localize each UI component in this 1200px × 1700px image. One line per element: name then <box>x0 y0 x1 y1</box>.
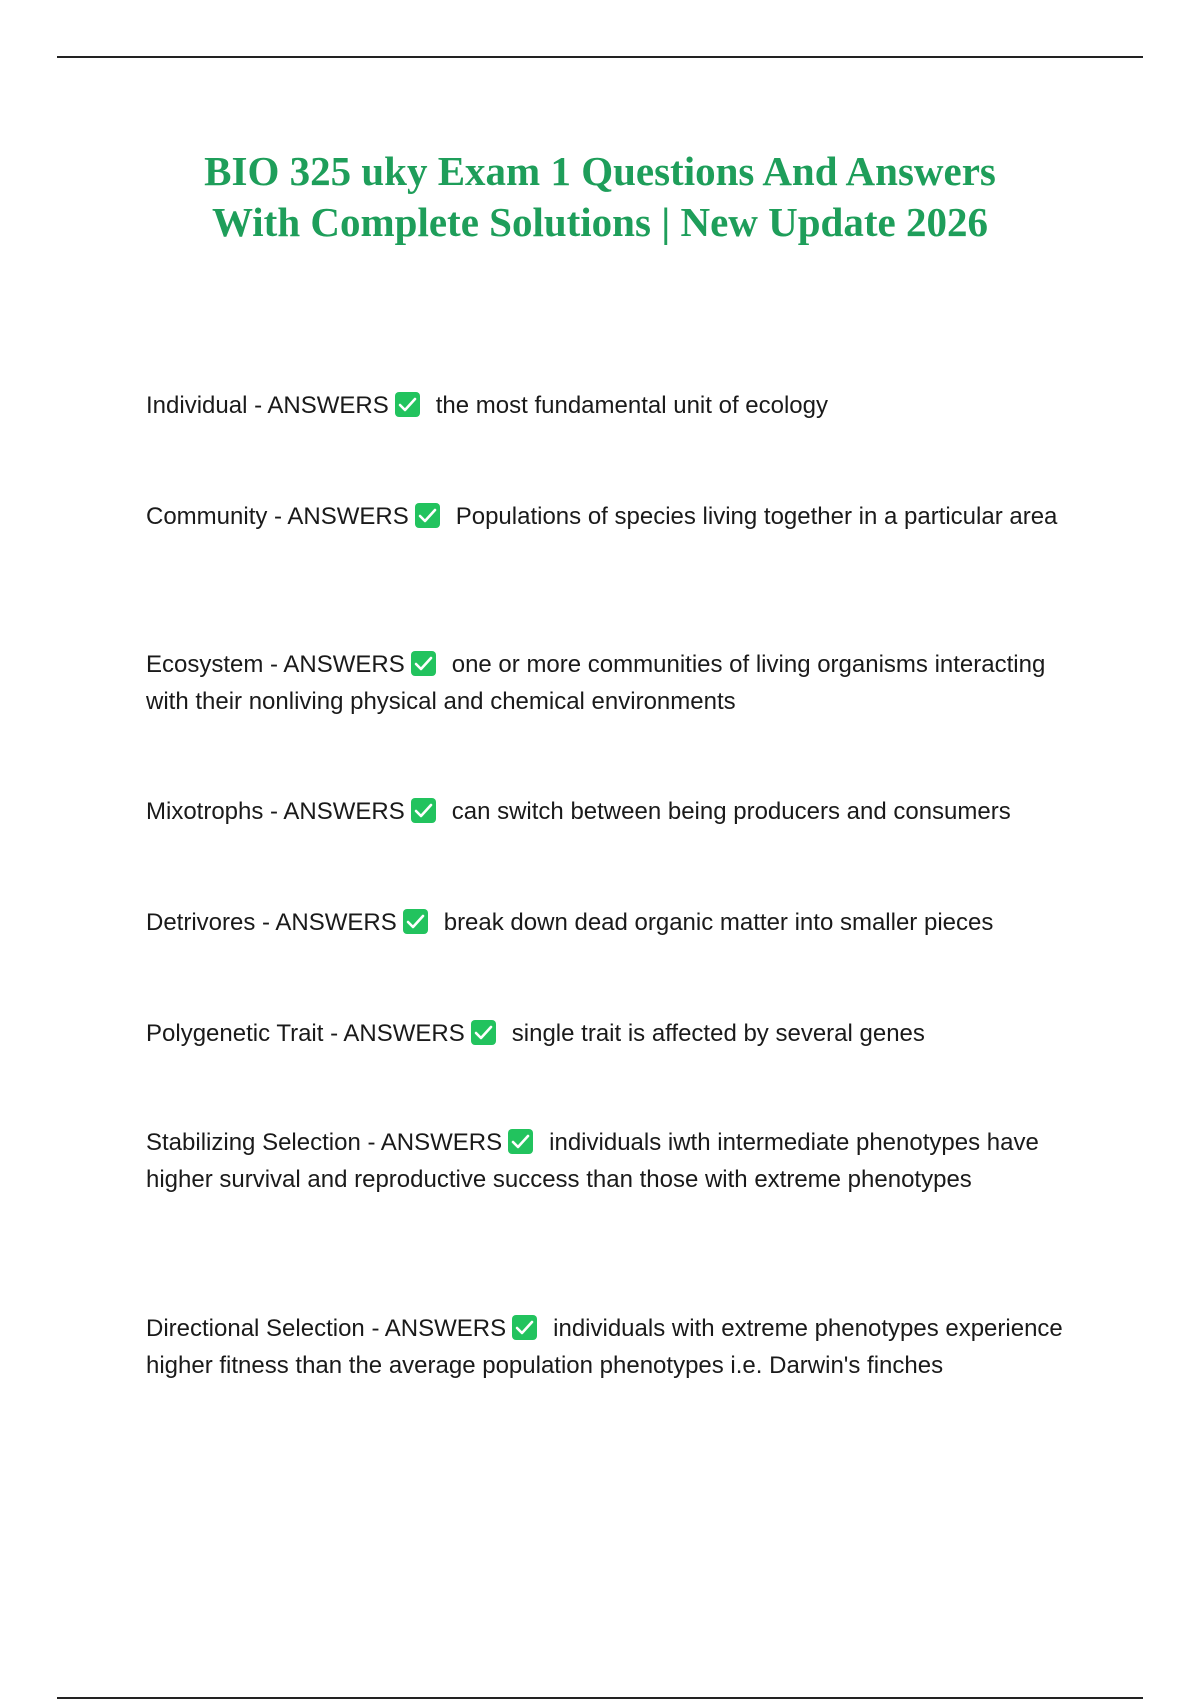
entry-term: Community - ANSWERS <box>146 503 409 530</box>
entry-term: Individual - ANSWERS <box>146 392 389 419</box>
check-box-icon <box>512 1315 537 1340</box>
entry-answer: Populations of species living together in a particular area <box>455 503 1058 530</box>
qa-entry <box>146 1015 1076 1052</box>
check-box-icon <box>411 798 436 823</box>
title-line-1: BIO 325 uky Exam 1 Questions And Answers <box>204 148 996 194</box>
bottom-divider <box>57 1697 1143 1699</box>
check-box-icon <box>415 503 440 528</box>
entry-term: Mixotrophs - ANSWERS <box>146 798 405 825</box>
check-box-icon <box>395 392 420 417</box>
top-divider <box>57 56 1143 58</box>
qa-entry <box>146 498 1076 535</box>
page-title <box>100 146 1100 248</box>
check-box-icon <box>471 1020 496 1045</box>
title-line-2: With Complete Solutions | New Update 2026 <box>212 199 988 245</box>
qa-entry <box>146 793 1076 830</box>
entry-answer: break down dead organic matter into smaller pieces <box>443 909 994 936</box>
entry-term: Detrivores - ANSWERS <box>146 909 397 936</box>
entry-term: Directional Selection - ANSWERS <box>146 1315 507 1342</box>
entry-answer: individuals with extreme phenotypes experience higher fitness than the average population phenotypes i.e. Darwin's finches <box>146 1315 1063 1379</box>
check-box-icon <box>403 909 428 934</box>
entry-term: Ecosystem - ANSWERS <box>146 651 405 678</box>
qa-entry <box>146 1310 1076 1384</box>
qa-entry <box>146 646 1076 720</box>
entry-answer: the most fundamental unit of ecology <box>435 392 829 419</box>
entry-answer: one or more communities of living organisms interacting with their nonliving physical and chemical environments <box>146 651 1046 715</box>
entry-term: Polygenetic Trait - ANSWERS <box>146 1020 465 1047</box>
entry-term: Stabilizing Selection - ANSWERS <box>146 1129 503 1156</box>
entry-answer: can switch between being producers and consumers <box>451 798 1011 825</box>
entry-answer: single trait is affected by several genes <box>511 1020 925 1047</box>
check-box-icon <box>411 651 436 676</box>
entry-answer: individuals iwth intermediate phenotypes have higher survival and reproductive success than those with extreme phenotypes <box>146 1129 1039 1193</box>
check-box-icon <box>508 1129 533 1154</box>
qa-entry <box>146 1124 1076 1198</box>
qa-entry <box>146 387 1076 424</box>
qa-entry <box>146 904 1076 941</box>
